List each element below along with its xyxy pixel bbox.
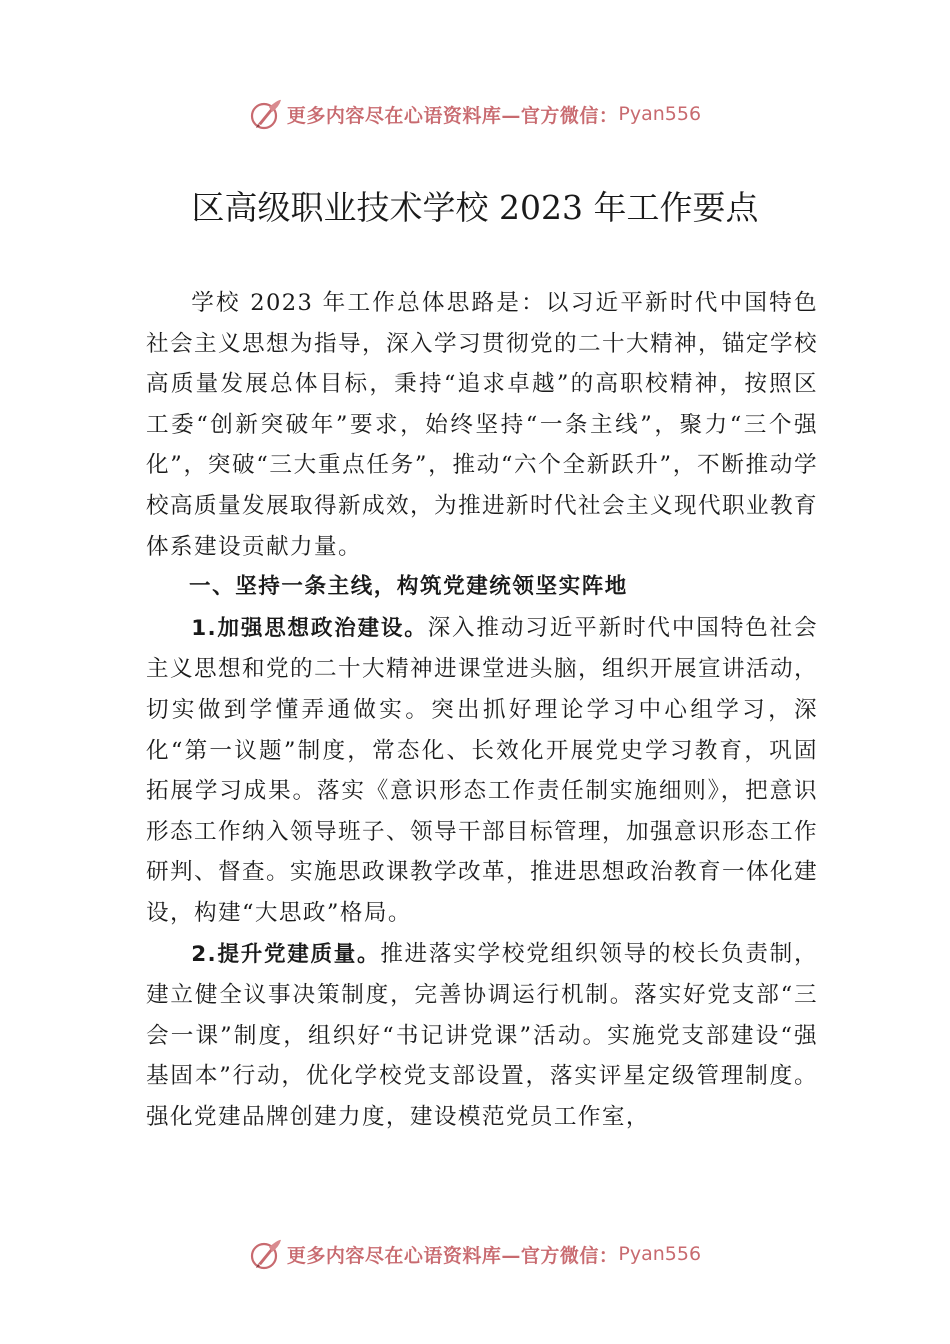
quill-pen-logo-icon bbox=[249, 97, 283, 131]
item-body-2: 推进落实学校党组织领导的校长负责制，建立健全议事决策制度，完善协调运行机制。落实好党支部“三会一课”制度，组织好“书记讲党课”活动。实施党支部建设“强基固本”行动，优化学校党支部设置，落实评星定级管理制度。强化党建品牌创建力度，建设模范党员工作室， bbox=[146, 940, 819, 1130]
item-lead-2: 2.提升党建质量。 bbox=[191, 941, 381, 967]
document-body bbox=[146, 283, 818, 1137]
item-paragraph-1 bbox=[146, 608, 818, 934]
quill-pen-logo-icon bbox=[249, 1237, 283, 1271]
header-banner bbox=[0, 92, 950, 136]
section-heading: 一、坚持一条主线，构筑党建统领坚实阵地 bbox=[189, 574, 628, 600]
footer-banner bbox=[0, 1232, 950, 1276]
banner-text: 更多内容尽在心语资料库—官方微信： bbox=[286, 1244, 619, 1267]
item-body-1: 深入推动习近平新时代中国特色社会主义思想和党的二十大精神进课堂进头脑，组织开展宣讲活动，切实做到学懂弄通做实。突出抓好理论学习中心组学习，深化“第一议题”制度，常态化、长效化开展党史学习教育，巩固拓展学习成果。落实《意识形态工作责任制实施细则》，把意识形态工作纳入领导班子、领导干部目标管理，加强意识形态工作研判、督查。实施思政课教学改革，推进思想政治教育一体化建设，构建“大思政”格局。 bbox=[146, 614, 819, 926]
banner-text: 更多内容尽在心语资料库—官方微信： bbox=[286, 104, 619, 127]
wechat-id: Pyan556 bbox=[618, 103, 702, 125]
item-paragraph-2 bbox=[146, 934, 818, 1138]
document-title: 区高级职业技术学校 2023 年工作要点 bbox=[191, 188, 759, 227]
item-lead-1: 1.加强思想政治建设。 bbox=[191, 615, 428, 641]
intro-paragraph: 学校 2023 年工作总体思路是：以习近平新时代中国特色社会主义思想为指导，深入学习贯彻党的二十大精神，锚定学校高质量发展总体目标，秉持“追求卓越”的高职校精神，按照区工委“创新突破年”要求，始终坚持“一条主线”，聚力“三个强化”，突破“三大重点任务”，推动“六个全新跃升”，不断推动学校高质量发展取得新成效，为推进新时代社会主义现代职业教育体系建设贡献力量。 bbox=[146, 290, 818, 560]
wechat-id: Pyan556 bbox=[618, 1243, 702, 1265]
